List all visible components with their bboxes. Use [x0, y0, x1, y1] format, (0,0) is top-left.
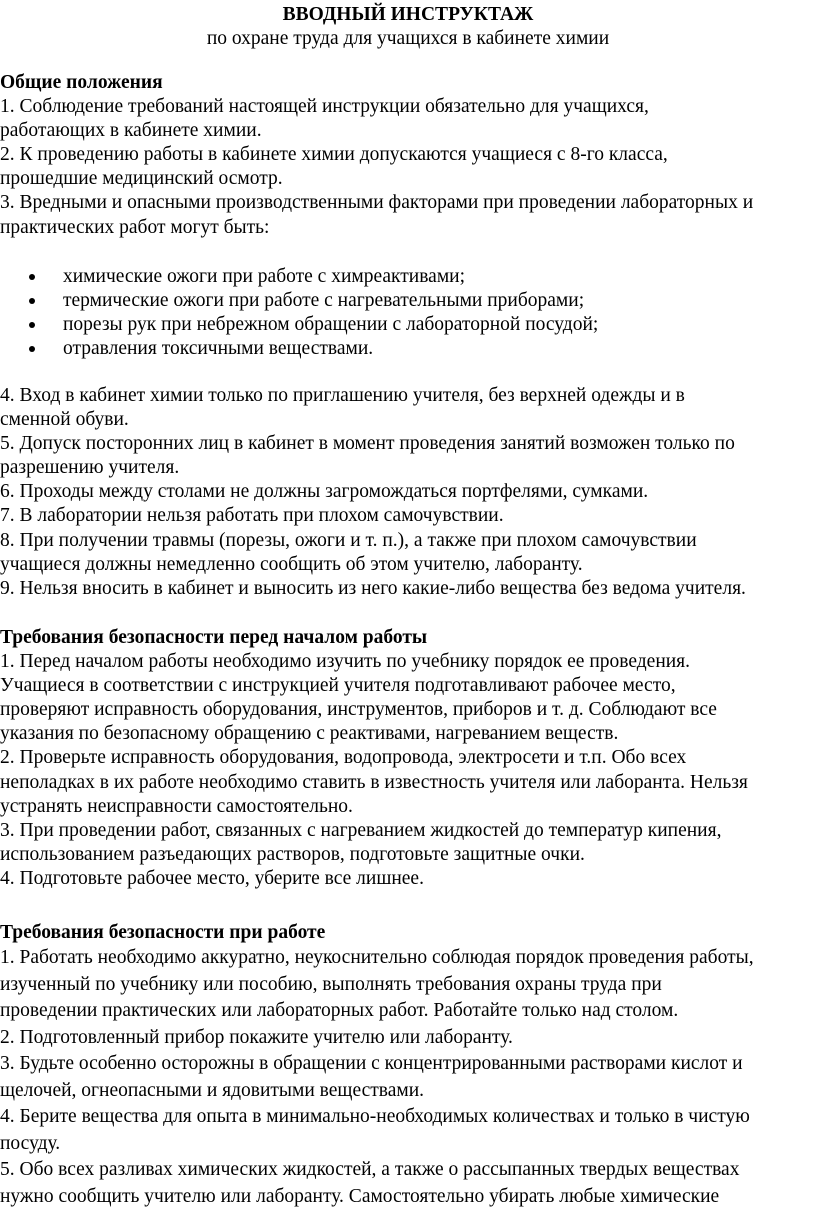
list-item: [0, 337, 816, 361]
paragraph-line: 4. Подготовьте рабочее место, уберите все лишнее.: [0, 867, 424, 889]
paragraph-line: 2. Подготовленный прибор покажите учителю или лаборанту.: [0, 1026, 513, 1048]
paragraph-line: проведении практических или лабораторных работ. Работайте только над столом.: [0, 1000, 679, 1021]
paragraph-line: 3. Будьте особенно осторожны в обращении с концентрированными растворами кислот и: [0, 1053, 743, 1074]
bullet-icon: [29, 346, 35, 352]
list-item-text: порезы рук при небрежном обращении с лабораторной посудой;: [63, 314, 599, 335]
list-item-text: химические ожоги при работе с химреактивами;: [63, 266, 466, 287]
paragraph-line: изученный по учебнику или пособию, выполнять требования охраны труда при: [0, 973, 662, 995]
paragraph-line: устранять неисправности самостоятельно.: [0, 795, 353, 817]
section-heading: Требования безопасности при работе: [0, 922, 326, 943]
paragraph-line: 6. Проходы между столами не должны загромождаться портфелями, сумками.: [0, 481, 649, 503]
paragraph-line: 3. Вредными и опасными производственными факторами при проведении лабораторных и: [0, 192, 754, 214]
list-item-text: отравления токсичными веществами.: [63, 338, 374, 359]
paragraph-line: 1. Соблюдение требований настоящей инструкции обязательно для учащихся,: [0, 96, 649, 118]
section-during-work-body: [0, 945, 816, 1210]
paragraph-line: 1. Работать необходимо аккуратно, неукоснительно соблюдая порядок проведения работы,: [0, 947, 754, 968]
paragraph-line: 3. При проведении работ, связанных с нагреванием жидкостей до температур кипения,: [0, 819, 722, 841]
list-item: [0, 313, 816, 337]
paragraph-line: учащиеся должны немедленно сообщить об этом учителю, лаборанту.: [0, 553, 583, 575]
paragraph-line: нужно сообщить учителю или лаборанту. Самостоятельно убирать любые химические: [0, 1185, 720, 1207]
list-item-text: термические ожоги при работе с нагревательными приборами;: [63, 290, 585, 311]
document-title: ВВОДНЫЙ ИНСТРУКТАЖ: [282, 4, 534, 25]
paragraph-line: практических работ могут быть:: [0, 216, 270, 238]
list-item: [0, 265, 816, 289]
paragraph-line: 4. Вход в кабинет химии только по приглашению учителя, без верхней одежды и в: [0, 385, 685, 406]
paragraph-line: прошедшие медицинский осмотр.: [0, 168, 283, 190]
section-during-work: [0, 921, 816, 945]
paragraph-line: 2. К проведению работы в кабинете химии допускаются учащиеся с 8-го класса,: [0, 144, 668, 166]
paragraph-line: проверяют исправность оборудования, инструментов, приборов и т. д. Соблюдают все: [0, 699, 717, 721]
paragraph-line: неполадках в их работе необходимо ставить в известность учителя или лаборанта. Нельзя: [0, 771, 748, 793]
paragraph-line: работающих в кабинете химии.: [0, 120, 262, 142]
paragraph-line: 7. В лаборатории нельзя работать при плохом самочувствии.: [0, 505, 504, 527]
section-heading: Требования безопасности перед началом работы: [0, 627, 428, 648]
bullet-icon: [29, 274, 35, 280]
paragraph-line: 5. Допуск посторонних лиц в кабинет в момент проведения занятий возможен только по: [0, 433, 735, 455]
bullet-icon: [29, 322, 35, 328]
paragraph-line: щелочей, огнеопасными и ядовитыми веществами.: [0, 1079, 425, 1101]
list-item: [0, 289, 816, 313]
hazards-list: [0, 265, 816, 361]
paragraph-line: указания по безопасному обращению с реактивами, нагреванием веществ.: [0, 723, 619, 745]
section-before-work: [0, 626, 816, 891]
paragraph-line: сменной обуви.: [0, 409, 129, 431]
bullet-icon: [29, 298, 35, 304]
paragraph-line: разрешению учителя.: [0, 457, 180, 479]
paragraph-line: 5. Обо всех разливах химических жидкостей, а также о рассыпанных твердых веществах: [0, 1159, 740, 1180]
paragraph-line: 2. Проверьте исправность оборудования, водопровода, электросети и т.п. Обо всех: [0, 747, 687, 769]
section-heading: Общие положения: [0, 72, 163, 93]
section-general: [0, 71, 816, 240]
section-general-continued: [0, 384, 816, 601]
paragraph-line: Учащиеся в соответствии с инструкцией учителя подготавливают рабочее место,: [0, 675, 676, 697]
paragraph-line: использованием разъедающих растворов, подготовьте защитные очки.: [0, 843, 585, 865]
paragraph-line: 1. Перед началом работы необходимо изучить по учебнику порядок ее проведения.: [0, 651, 691, 673]
paragraph-line: 9. Нельзя вносить в кабинет и выносить из него какие-либо вещества без ведома учителя.: [0, 577, 746, 599]
paragraph-line: посуду.: [0, 1132, 61, 1154]
document-subtitle: по охране труда для учащихся в кабинете химии: [206, 28, 610, 49]
paragraph-line: 8. При получении травмы (порезы, ожоги и т. п.), а также при плохом самочувствии: [0, 529, 697, 551]
paragraph-line: 4. Берите вещества для опыта в минимально-необходимых количествах и только в чистую: [0, 1106, 750, 1127]
